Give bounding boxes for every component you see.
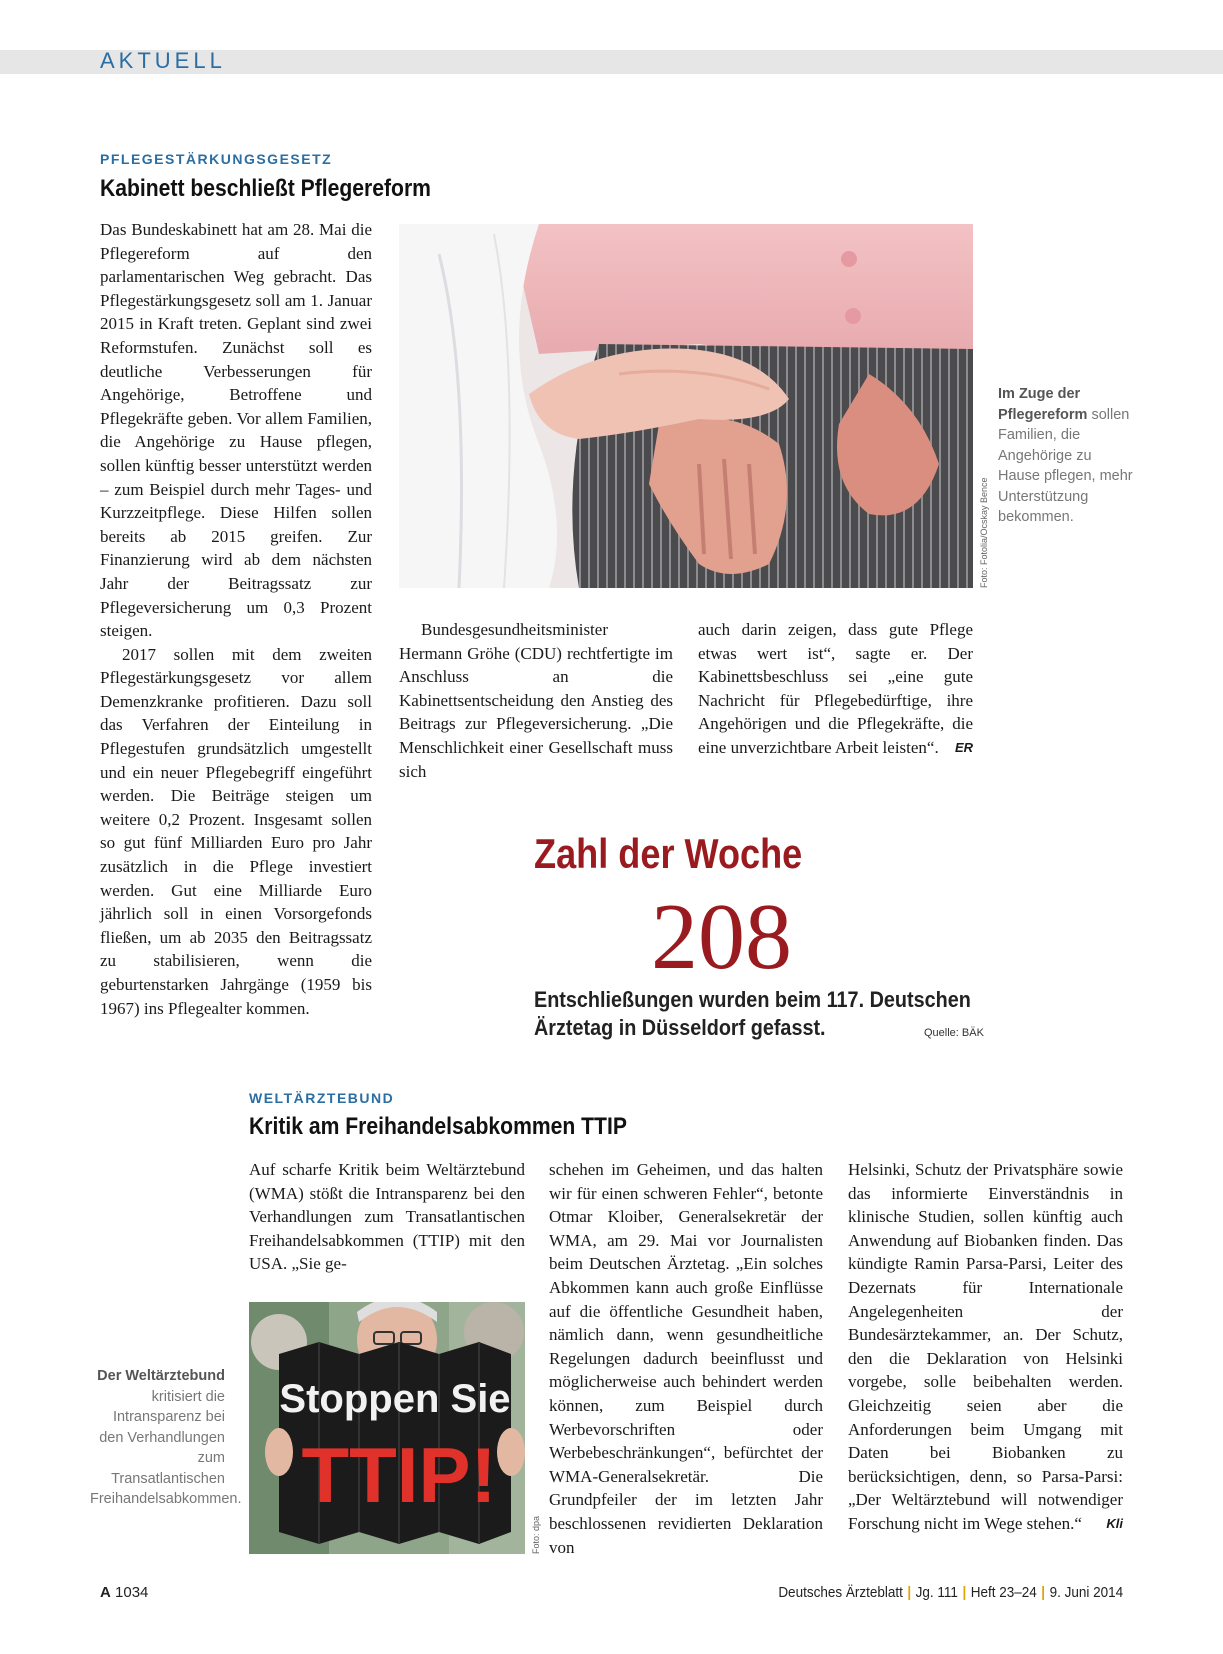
article2-paragraph-2: schehen im Geheimen, und das halten wir für einen schweren Fehler“, betonte Otmar Kloiber, Generalsekretär der WMA, am 29. Mai vor Journalisten beim Deutschen Ärztetag. „Ein solches Abkommen kann auch große Einflüsse auf die öffentliche Gesundheit haben, nämlich dann, wenn gesundheitliche Regelungen dadurch beeinflusst und möglicherweise auch behindert werden können, zum Beispiel durch Werbevorschriften oder Werbebeschränkungen“, befürchtet der WMA-Generalsekretär. Die Grundpfeiler der im letzten Jahr beschlossenen revidierten Deklaration von bbox=[549, 1160, 823, 1557]
photo-caption-2-text: kritisiert die Intransparenz bei den Verhandlungen zum Transatlantischen Freihandelsabkommen. bbox=[90, 1388, 242, 1507]
section-label: AKTUELL bbox=[100, 48, 226, 73]
zahl-der-woche-title: Zahl der Woche bbox=[534, 830, 803, 877]
zahl-der-woche-line-1: Entschließungen wurden beim 117. Deutschen bbox=[534, 987, 971, 1012]
article2-paragraph-1: Auf scharfe Kritik beim Weltärztebund (WMA) stößt die Intransparenz bei den Verhandlungen zum Transatlantischen Freihandelsabkommen (TTIP) mit den USA. „Sie ge- bbox=[249, 1160, 525, 1274]
zahl-der-woche-source: Quelle: BÄK bbox=[924, 1027, 984, 1039]
journal-name: Deutsches Ärzteblatt bbox=[778, 1584, 903, 1601]
article1-paragraph-1: Das Bundeskabinett hat am 28. Mai die Pflegereform auf den parlamentarischen Weg gebracht. Das Pflegestärkungsgesetz soll am 1. Januar 2015 in Kraft treten. Geplant sind zwei Reformstufen. Zunächst soll es deutliche Verbesserungen für Angehörige, Betroffene und Pflegekräfte geben. Vor allem Familien, die Angehörige zu Hause pflegen, sollen künftig besser unterstützt werden – zum Beispiel durch mehr Tages- und Kurzzeitpflege. Diese Hilfen sollen bereits ab 2015 greifen. Zur Finanzierung wird ab dem nächsten Jahr der Beitragssatz zur Pflegeversicherung um 0,3 Prozent steigen. bbox=[100, 220, 372, 641]
page-prefix: A bbox=[100, 1584, 111, 1601]
journal-volume: Jg. 111 bbox=[915, 1584, 958, 1601]
article1-paragraph-4-text: auch darin zeigen, dass gute Pflege etwas wert ist“, sagte er. Der Kabinettsbeschluss sei „eine gute Nachricht für Pflegebedürftige, ihre Angehörigen und die Pflegekräfte, die eine unverzichtbare Arbeit leisten“. bbox=[698, 620, 973, 757]
article1-signature: ER bbox=[954, 739, 973, 755]
article2-paragraph-3-text: Helsinki, Schutz der Privatsphäre sowie das informierte Einverständnis in klinische Studien, sollen künftig auch Anwendung auf Biobanken finden. Das kündigte Ramin Parsa-Parsi, Leiter des Dezernats für Internationale Angelegenheiten der Bundesärztekammer, an. Der Schutz, den die Deklaration von Helsinki vorgebe, solle beibehalten werden. Gleichzeitig seien aber die Anforderungen beim Umgang mit Daten bei Biobanken zu berücksichtigen, denn, so Parsa-Parsi: „Der Weltärztebund will notwendiger Forschung nicht im Wege stehen.“ bbox=[848, 1160, 1123, 1533]
photo-credit-1: Foto: Fotolia/Ocskay Bence bbox=[979, 477, 989, 588]
article2-headline: Kritik am Freihandelsabkommen TTIP bbox=[249, 1113, 627, 1140]
footer-divider: | bbox=[907, 1584, 912, 1601]
photo-caption-1 bbox=[998, 384, 1133, 528]
article2-signature: Kli bbox=[1106, 1515, 1123, 1531]
page-number-value: 1034 bbox=[115, 1584, 149, 1601]
sign-text-line-2: TTIP! bbox=[301, 1431, 497, 1519]
article2-paragraph-3 bbox=[848, 1158, 1123, 1536]
ttip-protest-photo bbox=[249, 1302, 525, 1554]
article2-column-3 bbox=[848, 1158, 1123, 1536]
article1-kicker: PFLEGESTÄRKUNGSGESETZ bbox=[100, 151, 333, 167]
article2-column-2 bbox=[549, 1158, 823, 1559]
article1-paragraph-2: 2017 sollen mit dem zweiten Pflegestärkungsgesetz vor allem Demenzkranke profitieren. Dazu soll das Verfahren der Einteilung in Pflegestufen grundsätzlich umgestellt und ein neuer Pflegebegriff eingeführt werden. Die Beiträge steigen um weitere 0,2 Prozent. Insgesamt sollen so gut fünf Milliarden Euro pro Jahr zusätzlich in die Pflege investiert werden. Gut eine Milliarde Euro jährlich soll in einen Vorsorgefonds fließen, um ab 2035 den Beitragssatz zu stabilisieren, wenn die geburtenstarken Jahrgänge (1959 bis 1967) ins Pflegealter kommen. bbox=[100, 644, 372, 1018]
pflege-hands-photo bbox=[399, 224, 973, 588]
photo-caption-2-lead: Der Weltärztebund bbox=[97, 1368, 225, 1384]
article1-column-3 bbox=[698, 618, 973, 760]
photo-caption-1-lead: Im Zuge der Pflegereform bbox=[998, 386, 1088, 423]
zahl-der-woche-number: 208 bbox=[651, 885, 792, 989]
photo-caption-2 bbox=[90, 1366, 242, 1510]
article2-kicker: WELTÄRZTEBUND bbox=[249, 1090, 395, 1106]
article1-paragraph-4 bbox=[698, 618, 973, 760]
page-number bbox=[100, 1584, 148, 1601]
journal-issue: Heft 23–24 bbox=[970, 1584, 1037, 1601]
article1-column-2 bbox=[399, 618, 673, 783]
article1-paragraph-3: Bundesgesundheitsminister Hermann Gröhe (CDU) rechtfertigte im Anschluss an die Kabinettsentscheidung den Anstieg des Beitrags zur Pflegeversicherung. „Die Menschlichkeit einer Gesellschaft muss sich bbox=[399, 620, 673, 781]
journal-info bbox=[778, 1584, 1123, 1601]
photo-credit-2: Foto: dpa bbox=[531, 1515, 541, 1554]
zahl-der-woche-line-2: Ärztetag in Düsseldorf gefasst. bbox=[534, 1015, 826, 1040]
footer-divider: | bbox=[1041, 1584, 1045, 1601]
article1-headline: Kabinett beschließt Pflegereform bbox=[100, 175, 431, 202]
footer-divider: | bbox=[962, 1584, 967, 1601]
photo-caption-1-text: sollen Familien, die Angehörige zu Hause pflegen, mehr Unterstützung bekommen. bbox=[998, 406, 1133, 525]
article1-column-1 bbox=[100, 218, 372, 1020]
sign-text-line-1: Stoppen Sie bbox=[279, 1377, 511, 1421]
journal-date: 9. Juni 2014 bbox=[1049, 1584, 1123, 1601]
article2-column-1 bbox=[249, 1158, 525, 1276]
